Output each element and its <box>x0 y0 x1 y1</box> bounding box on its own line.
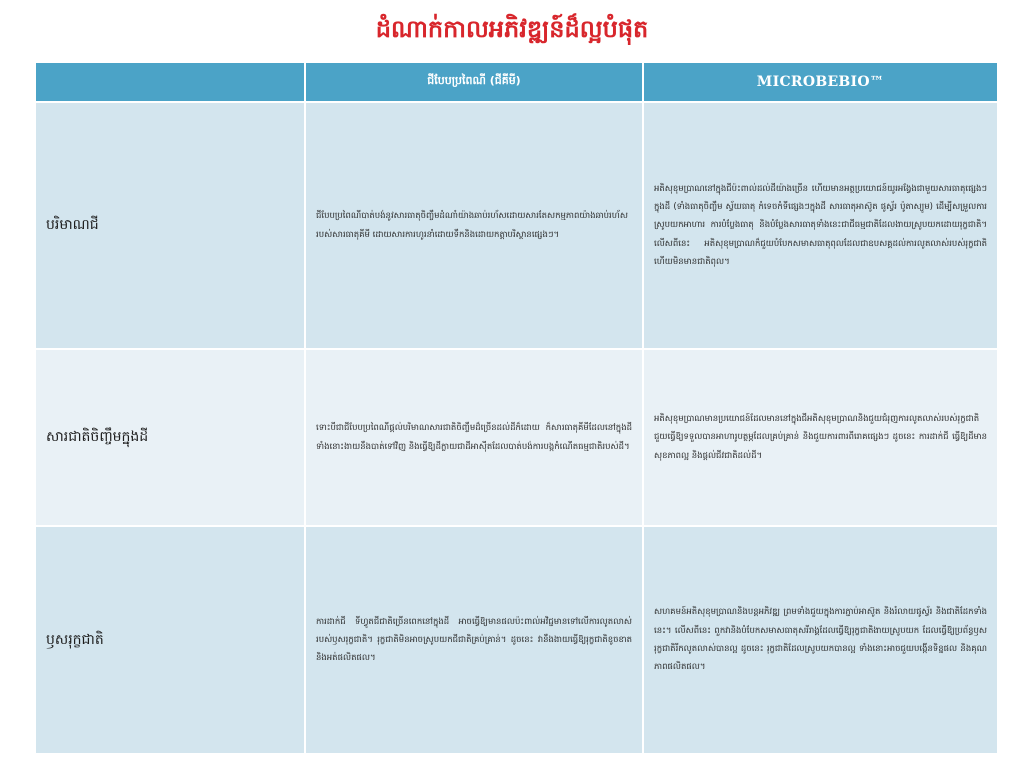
header-microbebio: MICROBEBIO™ <box>643 62 998 102</box>
table-row <box>35 526 998 754</box>
comparison-table <box>34 61 999 755</box>
row-label-fertilizer-amount: បរិមាណជី <box>35 102 305 349</box>
header-traditional-fertilizer: ជីបែបប្រពៃណី (ជីគីមី) <box>305 62 643 102</box>
page-title: ដំណាក់កាលអភិវឌ្ឍន៍ដ៏ល្អបំផុត <box>375 15 649 43</box>
table-row <box>35 102 998 349</box>
traditional-cell: ការដាក់ជី ទីហ្វូតជីជាតិច្រើនពេកនៅក្នុងដី អាចធ្វើឱ្យមានផលប៉ះពាល់អវិជ្ជមានទៅលើការលូតលាស់របស់ឫសរុក្ខជាតិ។ រុក្ខជាតិមិនអាចស្រូបយកជីជាតិគ្រប់គ្រាន់។ ដូចនេះ វានឹងងាយធ្វើឱ្យរុក្ខជាតិខូចខាតនិងអត់ផលិតផល។ <box>305 526 643 754</box>
table-header-row <box>35 62 998 102</box>
traditional-cell: ទោះបីជាជីបែបប្រពៃណីផ្តល់បរិមាណសារជាតិចិញ្ចឹមដ៏ច្រើនដល់ដីក៏ដោយ ក៏សារធាតុគីមីដែលនៅក្នុងដីទាំងនោះងាយនឹងបាត់ទៅវិញ និងធ្វើឱ្យដីក្លាយជាដីអាស៊ីតដែលបាត់បង់ការបង្កកំណើតធម្មជាតិរបស់ដី។ <box>305 349 643 526</box>
row-label-soil-nutrients: សារជាតិចិញ្ចឹមក្នុងដី <box>35 349 305 526</box>
header-empty-cell <box>35 62 305 102</box>
microbebio-cell: អតិសុខុមប្រាណមានប្រយោជន៍ដែលមាននៅក្នុងជីអតិសុខុមប្រាណនិងជួយជំរុញការលូតលាស់របស់រុក្ខជាតិ ជួយធ្វើឱ្យទទួលបានអាហារូបត្ថម្ភដែលគ្រប់គ្រាន់ និងជួយការពារពីរោគផ្សេងៗ ដូចនេះ ការដាក់ជី ធ្វើឱ្យដីមានសុខភាពល្អ និងផ្តល់ជីវជាតិដល់ដី។ <box>643 349 998 526</box>
microbebio-cell: សហគមន៍អតិសុខុមប្រាណនិងបន្តអភិវឌ្ឍ ព្រមទាំងជួយក្នុងការភ្ជាប់អាស៊ូត និងរំលាយផូស្វ័រ និងជាតិដែកទាំងនេះ។ លើសពីនេះ ពួកវានិងបំបែកសមាសធាតុសរីរាង្គដែលធ្វើឱ្យរុក្ខជាតិងាយស្រូបយក ដែលធ្វើឱ្យប្រព័ន្ធឫសរុក្ខជាតិរីកលូតលាស់បានល្អ ដូចនេះ រុក្ខជាតិដែលស្រូបយកបានល្អ ទាំងនោះអាចជួយបង្កើនទិន្នផល និងគុណភាពផលិតផល។ <box>643 526 998 754</box>
microbebio-cell: អតិសុខុមប្រាណនៅក្នុងជីប៉ះពាល់ដល់ដីយ៉ាងច្រើន ហើយមានអត្ថប្រយោជន៍យូរអង្វែងជាមួយសារធាតុផ្សេងៗក្នុងដី (ទាំងធាតុចិញ្ចឹម ស្វ័យធាតុ កំទេចកំទីផ្សេងៗក្នុងដី សារធាតុអាស៊ូត ផូស្វ័រ ប៉ូតាស្យូម) ដើម្បីសម្រួលការស្រូបយកអាហារ ការបំប្លែងធាតុ និងបំប្លែងសារធាតុទាំងនេះជាជីធម្មជាតិដែលងាយស្រូបយកដោយរុក្ខជាតិ។ លើសពីនេះ អតិសុខុមប្រាណក៏ជួយបំបែកសមាសធាតុពុលដែលជាឧបសគ្គដល់ការលូតលាស់របស់រុក្ខជាតិ ហើយមិនមានជាតិពុល។ <box>643 102 998 349</box>
table-row <box>35 349 998 526</box>
row-label-plant-roots: ឫសរុក្ខជាតិ <box>35 526 305 754</box>
traditional-cell: ជីបែបប្រពៃណីបាត់បង់នូវសារធាតុចិញ្ចឹមដំណាំយ៉ាងឆាប់រហ័សដោយសារតែសកម្មភាពយ៉ាងឆាប់រហ័សរបស់សារធាតុគីមី ដោយសារការហូរនាំដោយទឹកនិងដោយកត្តាបរិស្ថានផ្សេងៗ។ <box>305 102 643 349</box>
